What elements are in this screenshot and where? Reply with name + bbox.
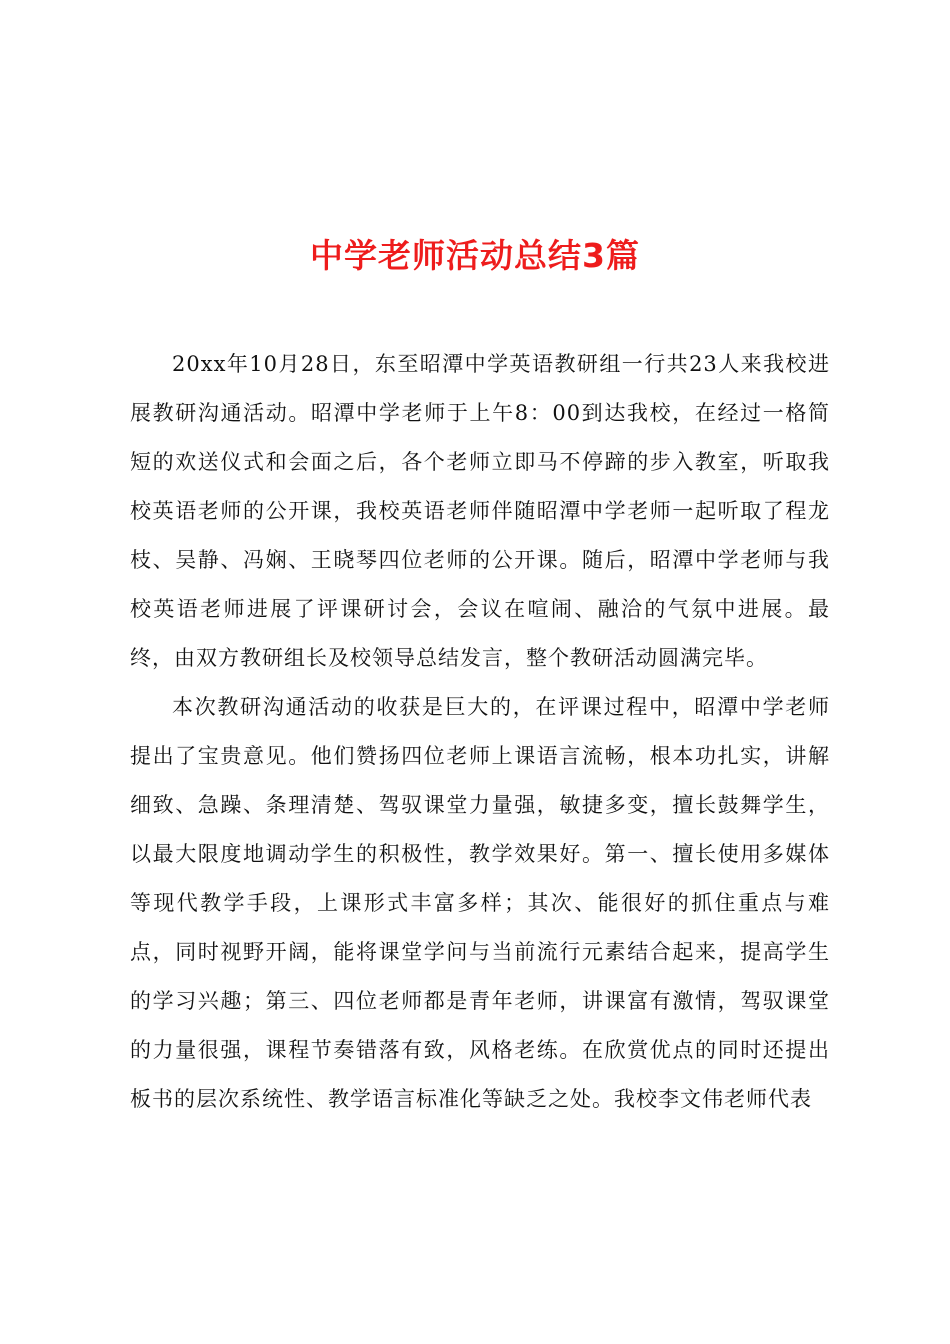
document-body — [130, 340, 830, 1124]
paragraph-2: 本次教研沟通活动的收获是巨大的，在评课过程中，昭潭中学老师提出了宝贵意见。他们赞扬四位老师上课语言流畅，根本功扎实，讲解细致、急躁、条理清楚、驾驭课堂力量强，敏捷多变，擅长鼓舞学生，以最大限度地调动学生的积极性，教学效果好。第一、擅长使用多媒体等现代教学手段，上课形式丰富多样；其次、能很好的抓住重点与难点，同时视野开阔，能将课堂学问与当前流行元素结合起来，提高学生的学习兴趣；第三、四位老师都是青年老师，讲课富有激情，驾驭课堂的力量很强，课程节奏错落有致，风格老练。在欣赏优点的同时还提出板书的层次系统性、教学语言标准化等缺乏之处。我校李文伟老师代表 — [130, 695, 830, 1111]
document-title: 中学老师活动总结3篇 — [310, 236, 640, 276]
paragraph-1: 20xx年10月28日，东至昭潭中学英语教研组一行共23人来我校进展教研沟通活动。昭潭中学老师于上午8：00到达我校，在经过一格简短的欢送仪式和会面之后，各个老师立即马不停蹄的步入教室，听取我校英语老师的公开课，我校英语老师伴随昭潭中学老师一起听取了程龙枝、吴静、冯娴、王晓琴四位老师的公开课。随后，昭潭中学老师与我校英语老师进展了评课研讨会，会议在喧闹、融洽的气氛中进展。最终，由双方教研组长及校领导总结发言，整个教研活动圆满完毕。 — [130, 352, 830, 670]
